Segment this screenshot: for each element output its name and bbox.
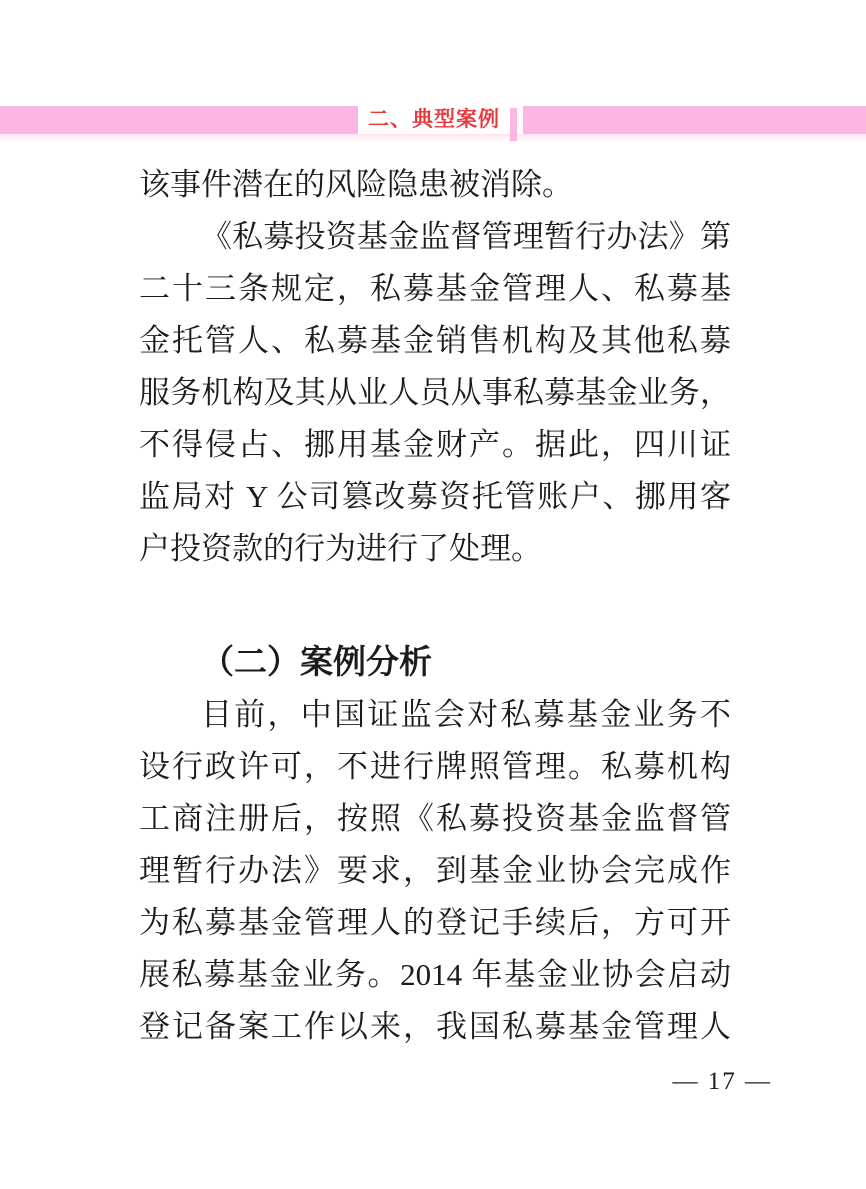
text-line: 登记备案工作以来，我国私募基金管理人: [139, 1009, 731, 1044]
text-line: 该事件潜在的风险隐患被消除。: [139, 167, 573, 202]
text-line: 金托管人、私募基金销售机构及其他私募: [139, 323, 731, 358]
text-line: 监局对 Y 公司篡改募资托管账户、挪用客: [139, 479, 731, 514]
text-line: 为私募基金管理人的登记手续后，方可开: [139, 905, 731, 940]
text-line: 展私募基金业务。2014 年基金业协会启动: [139, 957, 731, 992]
chapter-title: 二、典型案例: [358, 106, 510, 134]
page-number: — 17 —: [672, 1068, 772, 1095]
header-band-left: [0, 106, 358, 134]
text-line: 《私募投资基金监督管理暂行办法》第: [201, 219, 731, 254]
text-line: 工商注册后，按照《私募投资基金监督管: [139, 801, 731, 836]
text-line: 不得侵占、挪用基金财产。据此，四川证: [139, 427, 731, 462]
text-line: 目前，中国证监会对私募基金业务不: [201, 697, 731, 732]
text-line: 理暂行办法》要求，到基金业协会完成作: [139, 853, 731, 888]
header-band-right: [523, 106, 866, 134]
text-line: 服务机构及其从业人员从事私募基金业务，: [139, 375, 731, 410]
body-text-column: [139, 159, 731, 1053]
header-accent-bar: [510, 108, 517, 141]
text-line: 二十三条规定，私募基金管理人、私募基: [139, 271, 731, 306]
text-line: 设行政许可，不进行牌照管理。私募机构: [139, 749, 731, 784]
text-line: 户投资款的行为进行了处理。: [139, 531, 542, 566]
section-heading: （二）案例分析: [201, 645, 432, 681]
header-band-glow: [0, 134, 866, 142]
